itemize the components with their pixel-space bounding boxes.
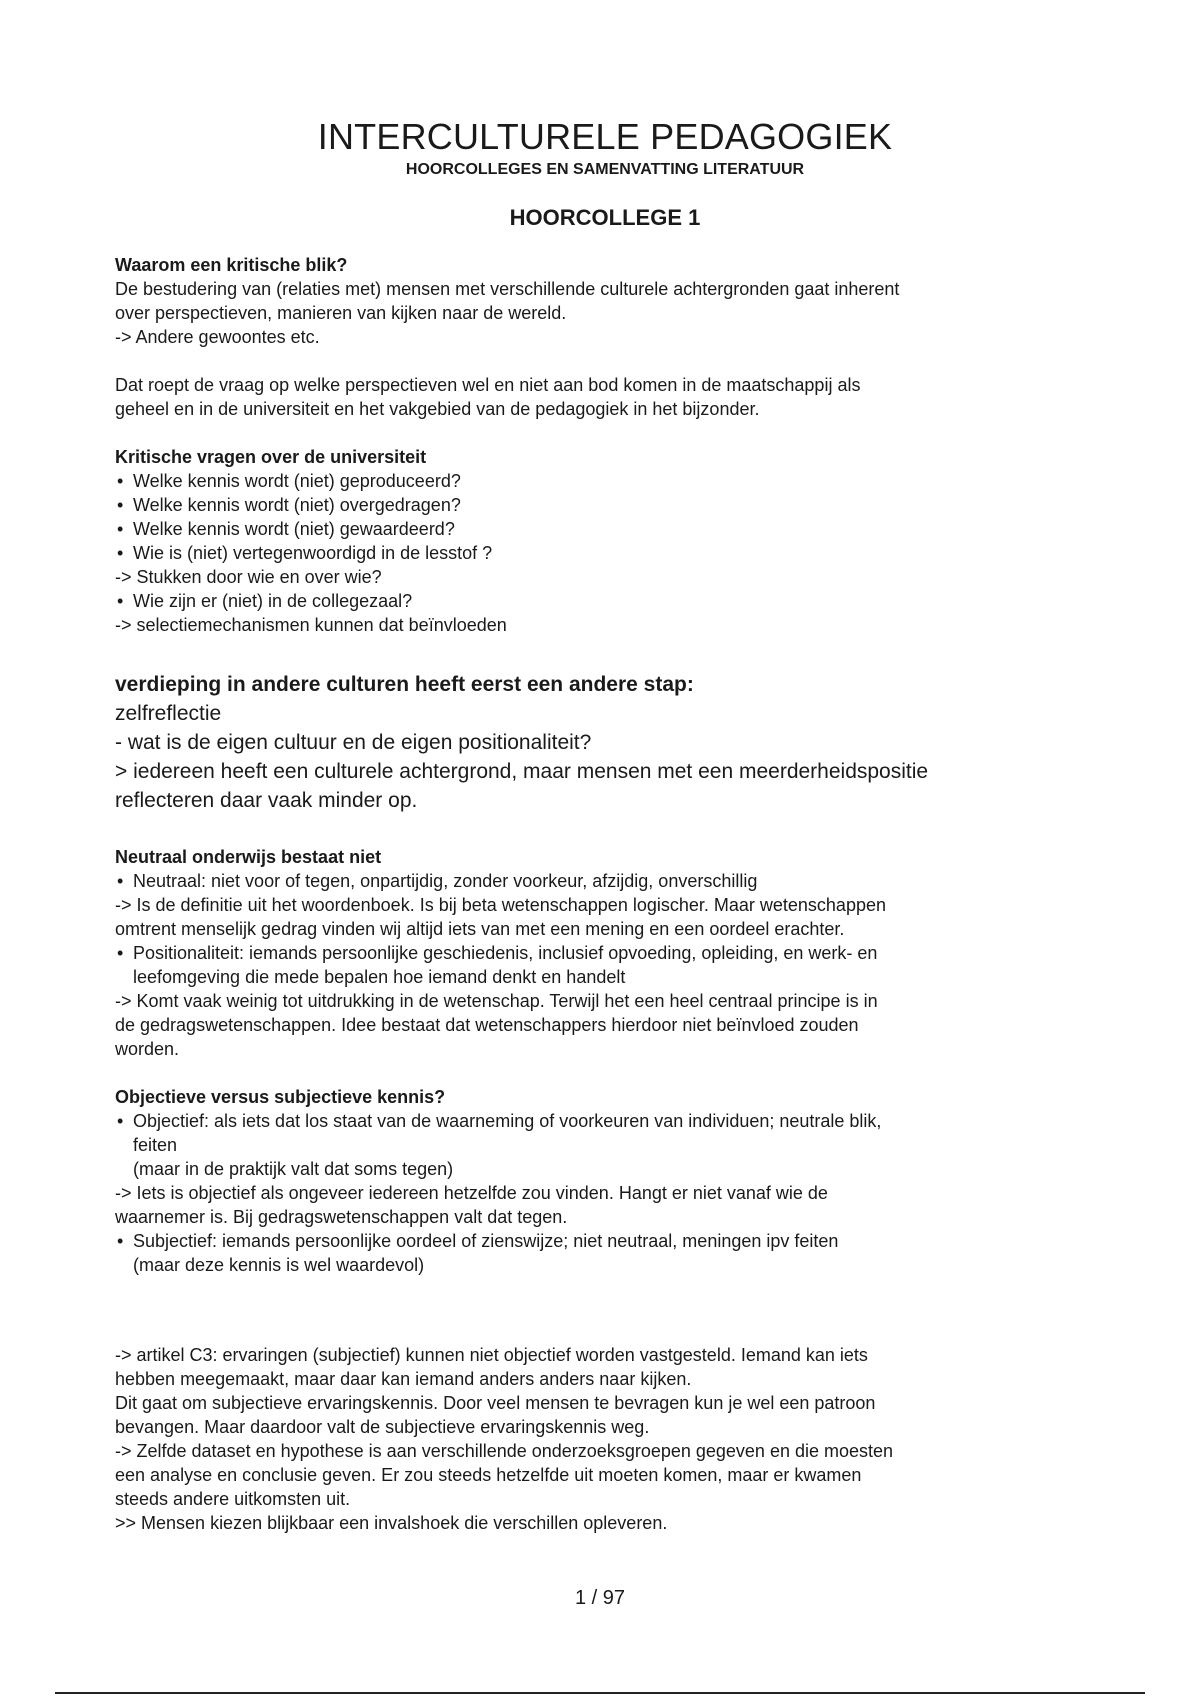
text-line: -> selectiemechanismen kunnen dat beïnvloeden bbox=[115, 615, 507, 635]
section-verdieping bbox=[115, 671, 1095, 815]
text-line: bevangen. Maar daardoor valt de subjectieve ervaringskennis weg. bbox=[115, 1417, 650, 1437]
section-artikel bbox=[115, 1343, 1095, 1535]
bullet-item: • Welke kennis wordt (niet) geproduceerd? bbox=[115, 469, 1095, 493]
bullet-item: • Neutraal: niet voor of tegen, onpartijdig, zonder voorkeur, afzijdig, onverschillig bbox=[115, 869, 1095, 893]
section-heading: Waarom een kritische blik? bbox=[115, 255, 348, 275]
bullet-item: • Subjectief: iemands persoonlijke oordeel of zienswijze; niet neutraal, meningen ipv feiten bbox=[115, 1229, 1095, 1253]
text-line: -> Iets is objectief als ongeveer iedereen hetzelfde zou vinden. Hangt er niet vanaf wie de bbox=[115, 1183, 828, 1203]
document-title: INTERCULTURELE PEDAGOGIEK bbox=[317, 116, 893, 157]
page-content bbox=[115, 115, 1095, 1559]
text-line: (maar in de praktijk valt dat soms tegen) bbox=[133, 1159, 454, 1179]
text-line: over perspectieven, manieren van kijken naar de wereld. bbox=[115, 303, 567, 323]
section-heading: Neutraal onderwijs bestaat niet bbox=[115, 847, 382, 867]
section-universiteit bbox=[115, 445, 1095, 637]
text-line: (maar deze kennis is wel waardevol) bbox=[133, 1255, 425, 1275]
section-neutraal bbox=[115, 845, 1095, 1061]
text-line: Dit gaat om subjectieve ervaringskennis. Door veel mensen te bevragen kun je wel een patroon bbox=[115, 1393, 876, 1413]
section-heading: Objectieve versus subjectieve kennis? bbox=[115, 1087, 446, 1107]
page-number: 1 / 97 bbox=[574, 1587, 626, 1609]
spacer bbox=[115, 1301, 1095, 1325]
text-line: zelfreflectie bbox=[115, 702, 222, 725]
text-line: een analyse en conclusie geven. Er zou steeds hetzelfde uit moeten komen, maar er kwamen bbox=[115, 1465, 862, 1485]
text-line: -> Is de definitie uit het woordenboek. Is bij beta wetenschappen logischer. Maar wetenschappen bbox=[115, 895, 886, 915]
text-line: Dat roept de vraag op welke perspectieven wel en niet aan bod komen in de maatschappij als bbox=[115, 375, 861, 395]
section-perspectieven bbox=[115, 373, 1095, 421]
bullet-item: • Objectief: als iets dat los staat van de waarneming of voorkeuren van individuen; neutrale blik, bbox=[115, 1109, 1095, 1133]
bullet-item: • Welke kennis wordt (niet) gewaardeerd? bbox=[115, 517, 1095, 541]
text-line: hebben meegemaakt, maar daar kan iemand anders anders naar kijken. bbox=[115, 1369, 692, 1389]
bullet-item: • Welke kennis wordt (niet) overgedragen? bbox=[115, 493, 1095, 517]
section-heading: Kritische vragen over de universiteit bbox=[115, 447, 427, 467]
text-line: waarnemer is. Bij gedragswetenschappen valt dat tegen. bbox=[115, 1207, 568, 1227]
document-subtitle: HOORCOLLEGES EN SAMENVATTING LITERATUUR bbox=[405, 161, 805, 178]
text-line: -> artikel C3: ervaringen (subjectief) kunnen niet objectief worden vastgesteld. Iemand kan iets bbox=[115, 1345, 868, 1365]
bullet-item: • Wie is (niet) vertegenwoordigd in de lesstof ? bbox=[115, 541, 1095, 565]
text-line: de gedragswetenschappen. Idee bestaat dat wetenschappers hierdoor niet beïnvloed zouden bbox=[115, 1015, 859, 1035]
bullet-item: • Wie zijn er (niet) in de collegezaal? bbox=[115, 589, 1095, 613]
text-line: -> Zelfde dataset en hypothese is aan verschillende onderzoeksgroepen gegeven en die moesten bbox=[115, 1441, 894, 1461]
text-line: - wat is de eigen cultuur en de eigen positionaliteit? bbox=[115, 731, 592, 754]
text-line: leefomgeving die mede bepalen hoe iemand denkt en handelt bbox=[133, 967, 626, 987]
text-line: omtrent menselijk gedrag vinden wij altijd iets van met een mening en een oordeel erachter. bbox=[115, 919, 845, 939]
section-heading: verdieping in andere culturen heeft eerst een andere stap: bbox=[115, 673, 694, 696]
text-line: -> Komt vaak weinig tot uitdrukking in de wetenschap. Terwijl het een heel centraal principe is in bbox=[115, 991, 878, 1011]
text-line: > iedereen heeft een culturele achtergrond, maar mensen met een meerderheidspositie bbox=[115, 760, 929, 783]
text-line: De bestudering van (relaties met) mensen met verschillende culturele achtergronden gaat inherent bbox=[115, 279, 900, 299]
lecture-title: HOORCOLLEGE 1 bbox=[509, 205, 701, 230]
text-line: -> Stukken door wie en over wie? bbox=[115, 567, 382, 587]
text-line: steeds andere uitkomsten uit. bbox=[115, 1489, 351, 1509]
text-line: -> Andere gewoontes etc. bbox=[115, 327, 320, 347]
section-objectief bbox=[115, 1085, 1095, 1277]
text-line: >> Mensen kiezen blijkbaar een invalshoek die verschillen opleveren. bbox=[115, 1513, 668, 1533]
text-line: worden. bbox=[115, 1039, 180, 1059]
bullet-item: • Positionaliteit: iemands persoonlijke geschiedenis, inclusief opvoeding, opleiding, en werk- en bbox=[115, 941, 1095, 965]
text-line: reflecteren daar vaak minder op. bbox=[115, 789, 418, 812]
text-line: feiten bbox=[133, 1135, 178, 1155]
bottom-rule bbox=[55, 1692, 1145, 1694]
section-kritische-blik bbox=[115, 253, 1095, 349]
text-line: geheel en in de universiteit en het vakgebied van de pedagogiek in het bijzonder. bbox=[115, 399, 760, 419]
